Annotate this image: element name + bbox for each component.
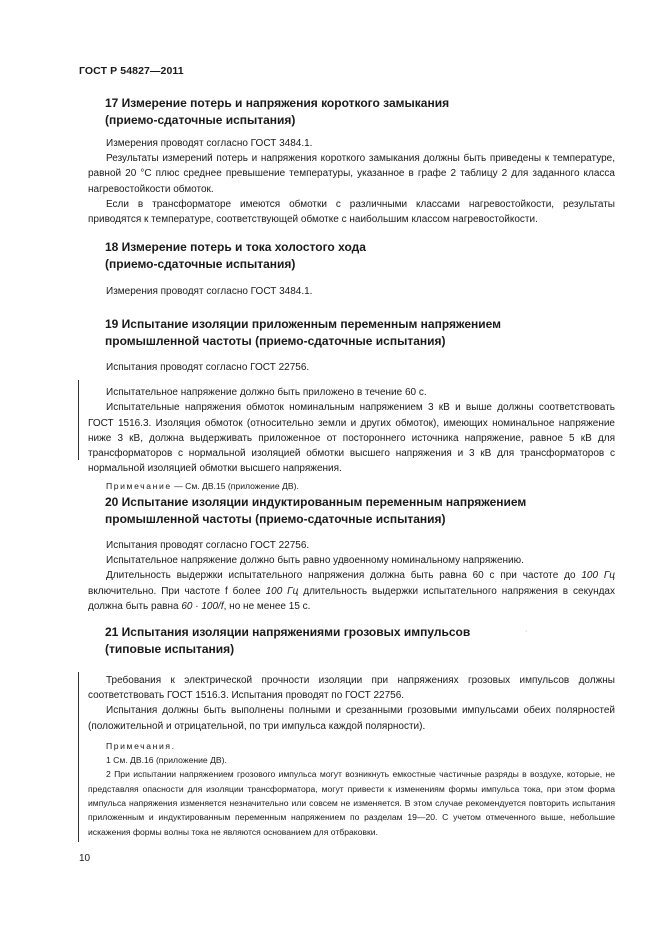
section-17-heading-line2: (приемо-сдаточные испытания) bbox=[105, 113, 296, 127]
italic-run: 100 Гц bbox=[265, 585, 299, 597]
section-17-body bbox=[88, 136, 615, 227]
section-21-paragraph: Требования к электрической прочности изоляции при напряжениях грозовых импульсов должны соответствовать ГОСТ 1516.3. Испытания проводят по ГОСТ 22756. bbox=[88, 675, 615, 702]
section-20-paragraph bbox=[88, 568, 615, 614]
section-20-heading-line2: промышленной частоты (приемо-сдаточные испытания) bbox=[105, 512, 446, 526]
section-20-paragraph: Испытания проводят согласно ГОСТ 22756. bbox=[106, 540, 310, 551]
text-run: , но не менее 15 с. bbox=[223, 600, 311, 612]
change-bar bbox=[78, 672, 79, 842]
section-19-paragraph: Испытания проводят согласно ГОСТ 22756. bbox=[106, 362, 310, 373]
italic-run: 100 Гц bbox=[581, 570, 615, 582]
document-header: ГОСТ Р 54827—2011 bbox=[79, 65, 184, 77]
section-18-heading-line1: 18 Измерение потерь и тока холостого хода bbox=[105, 240, 366, 254]
section-17-paragraph: Если в трансформаторе имеются обмотки с различными классами нагревостойкости, результаты приводятся к температуре, соответствующей обмотке с наибольшим классом нагревостойкости. bbox=[88, 198, 615, 226]
note-label: Примечание bbox=[106, 481, 172, 492]
section-20-body bbox=[88, 538, 615, 614]
section-21-heading-line2: (типовые испытания) bbox=[105, 642, 235, 656]
section-21 bbox=[0, 624, 661, 839]
section-20-heading-line1: 20 Испытание изоляции индуктированным переменным напряжением bbox=[105, 495, 527, 509]
section-17-paragraph: Измерения проводят согласно ГОСТ 3484.1. bbox=[106, 138, 313, 149]
section-21-body bbox=[88, 673, 615, 734]
note-item: 2 При испытании напряжением грозового импульса могут возникнуть емкостные частичные разряды в воздухе, которые, не представляя опасности для изоляции трансформатора, могут привести к изменениям формы импульса тока, при этом форма импульса напряжения изменяется незначительно или совсем не изменяется. В этом случае рекомендуется повторить испытания приложенным и индуктированным переменным напряжением по разделам 19—20. С учетом отмеченного выше, небольшие искажения формы волны тока не являются основанием для отбраковки. bbox=[88, 769, 615, 837]
section-19-heading bbox=[105, 316, 575, 350]
scan-mark: · bbox=[525, 628, 528, 635]
text-run: включительно. При частоте f более bbox=[88, 585, 266, 597]
section-21-paragraph: Испытания должны быть выполнены полными и срезанными грозовыми импульсами обеих полярностей (положительной и отрицательной, по три импульса каждой полярности). bbox=[88, 705, 615, 732]
section-19-note bbox=[88, 479, 615, 493]
section-20-heading bbox=[105, 494, 575, 528]
section-19-body bbox=[88, 360, 615, 476]
italic-run: 60 · 100/f bbox=[181, 600, 224, 612]
section-19-heading-line1: 19 Испытание изоляции приложенным переменным напряжением bbox=[105, 317, 502, 331]
section-21-notes bbox=[88, 739, 615, 839]
section-17-heading-line1: 17 Измерение потерь и напряжения короткого замыкания bbox=[105, 96, 450, 110]
section-20 bbox=[0, 494, 661, 614]
section-21-heading bbox=[105, 624, 575, 658]
section-17-paragraph: Результаты измерений потерь и напряжения короткого замыкания должны быть приведены к температуре, равной 20 °C плюс среднее превышение температуры, указанное в графе 2 таблицу 2 для заданного класса нагревостойкости обмоток. bbox=[88, 153, 615, 195]
change-bar bbox=[78, 380, 79, 460]
notes-label: Примечания. bbox=[106, 740, 176, 751]
section-19-heading-line2: промышленной частоты (приемо-сдаточные испытания) bbox=[105, 334, 446, 348]
section-18-heading-line2: (приемо-сдаточные испытания) bbox=[105, 257, 296, 271]
section-19-paragraph: Испытательное напряжение должно быть приложено в течение 60 с. bbox=[106, 387, 427, 399]
text-run: Длительность выдержки испытательного напряжения должна быть равна 60 с при частоте до bbox=[106, 570, 582, 582]
section-17 bbox=[0, 95, 661, 227]
section-18-heading bbox=[105, 239, 575, 273]
note-item: 1 См. ДВ.16 (приложение ДВ). bbox=[106, 755, 227, 766]
section-18-paragraph: Измерения проводят согласно ГОСТ 3484.1. bbox=[106, 286, 313, 297]
section-21-heading-line1: 21 Испытания изоляции напряжениями грозовых импульсов bbox=[105, 625, 471, 639]
section-18 bbox=[0, 239, 661, 299]
note-text: — См. ДВ.15 (приложение ДВ). bbox=[171, 481, 299, 492]
text-run: длительность выдержки испытательного напряжения в секундах должна быть равна bbox=[88, 585, 615, 612]
page-number: 10 bbox=[79, 853, 91, 864]
section-17-heading bbox=[105, 95, 575, 129]
section-18-body bbox=[88, 284, 615, 299]
section-19-paragraph: Испытательные напряжения обмоток номинальным напряжением 3 кВ и выше должны соответствовать ГОСТ 1516.3. Изоляция обмоток (относительно земли и других обмоток), имеющих номинальное напряжение ниже 3 кВ, должна выдерживать приложенное от постороннего источника напряжение, равное 5 кВ для трансформаторов с нормальной изоляцией обмотки высшего напряжения и 3 кВ для трансформаторов с нормальной изоляцией обмотки высшего напряжения. bbox=[88, 402, 615, 475]
section-20-paragraph: Испытательное напряжение должно быть равно удвоенному номинальному напряжению. bbox=[106, 555, 524, 567]
section-19 bbox=[0, 316, 661, 494]
